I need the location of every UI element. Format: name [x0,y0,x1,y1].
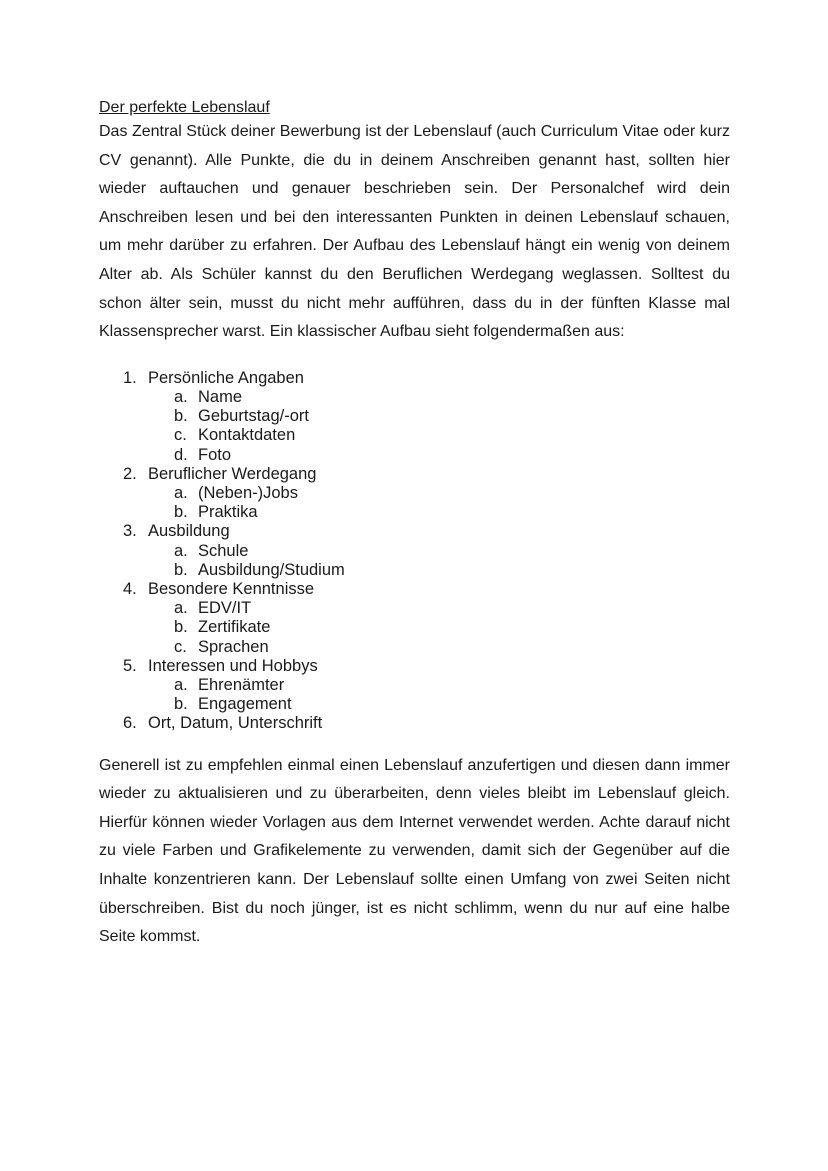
outline-subitem-label: Sprachen [198,637,269,656]
outline-sublist [99,388,730,465]
outline-item [99,369,730,465]
outline-subitem-label: Name [198,387,243,406]
outline-item-row [99,369,730,388]
outline-subitem-label: Zertifikate [198,618,271,637]
outline-subitem-letter: c. [174,426,187,445]
outline-subitem-letter: d. [174,445,188,464]
outline-subitem-label: Engagement [198,695,292,714]
outline-sublist [99,484,730,522]
outline-item-label: Beruflicher Werdegang [148,464,317,483]
outline-subitem [99,542,730,561]
outline-item-row [99,714,730,733]
outline-subitem [99,484,730,503]
outline-item-number: 2. [123,464,137,483]
outline-sublist [99,676,730,714]
resume-outline [99,369,730,734]
outline-subitem-label: Ehrenämter [198,676,285,694]
outline-item-number: 1. [123,368,137,387]
outline-item-label: Ort, Datum, Unterschrift [148,714,323,733]
outline-sublist [99,542,730,580]
outline-item [99,714,730,733]
outline-subitem-letter: b. [174,695,188,714]
outline-subitem-letter: a. [174,599,188,618]
outline-subitem-letter: c. [174,637,187,656]
outline-subitem-letter: b. [174,407,188,426]
outline-item-number: 3. [123,522,137,541]
outline-item-row [99,657,730,676]
outline-subitem-label: Foto [198,445,232,464]
outline-subitem [99,638,730,657]
outline-list [99,369,730,734]
outline-item [99,580,730,657]
outline-subitem [99,618,730,637]
outline-subitem [99,676,730,695]
outline-subitem [99,503,730,522]
outline-subitem-label: Ausbildung/Studium [198,560,345,579]
outline-subitem-letter: b. [174,503,188,522]
outline-subitem [99,407,730,426]
outline-item-label: Besondere Kenntnisse [148,579,315,598]
outline-subitem-letter: a. [174,483,188,502]
outline-item-row [99,522,730,541]
outline-item-label: Interessen und Hobbys [148,656,318,675]
outline-subitem-label: Kontaktdaten [198,426,296,445]
outline-subitem-label: (Neben-)Jobs [198,483,298,502]
outline-item-label: Ausbildung [148,522,230,541]
outline-subitem-letter: a. [174,676,188,694]
closing-paragraph: Generell ist zu empfehlen einmal einen Lebenslauf anzufertigen und diesen dann immer wieder zu aktualisieren und zu überarbeiten, denn vieles bleibt im Lebenslauf gleich. Hierfür können wieder Vorlagen aus dem Internet verwendet werden. Achte darauf nicht zu viele Farben und Grafikelemente zu verwenden, damit sich der Gegenüber auf die Inhalte konzentrieren kann. Der Lebenslauf sollte einen Umfang von zwei Seiten nicht überschreiben. Bist du noch jünger, ist es nicht schlimm, wenn du nur auf eine halbe Seite kommst. [99,756,730,946]
intro-paragraph: Das Zentral Stück deiner Bewerbung ist der Lebenslauf (auch Curriculum Vitae oder kurz CV genannt). Alle Punkte, die du in deinem Anschreiben genannt hast, sollten hier wieder auftauchen und genauer beschrieben sein. Der Personalchef wird dein Anschreiben lesen und bei den interessanten Punkten in deinen Lebenslauf schauen, um mehr darüber zu erfahren. Der Aufbau des Lebenslauf hängt ein wenig von deinem Alter ab. Als Schüler kannst du den Beruflichen Werdegang weglassen. Solltest du schon älter sein, musst du nicht mehr aufführen, dass du in der fünften Klasse mal Klassensprecher warst. Ein klassischer Aufbau sieht folgendermaßen aus: [99,123,730,341]
outline-item-number: 4. [123,579,137,598]
outline-subitem [99,695,730,714]
outline-sublist [99,599,730,657]
outline-subitem-label: Schule [198,541,249,560]
outline-subitem-label: Geburtstag/-ort [198,407,309,426]
outline-subitem-letter: a. [174,541,188,560]
outline-item-row [99,580,730,599]
document-body [99,98,730,952]
outline-subitem-label: Praktika [198,503,258,522]
outline-subitem-letter: b. [174,618,188,637]
outline-subitem-letter: a. [174,387,188,406]
outline-item [99,465,730,523]
outline-subitem-letter: b. [174,560,188,579]
outline-item-row [99,465,730,484]
document-title: Der perfekte Lebenslauf [99,99,270,116]
outline-subitem-label: EDV/IT [198,599,252,618]
outline-item-label: Persönliche Angaben [148,368,304,387]
outline-subitem [99,599,730,618]
outline-item-number: 5. [123,656,137,675]
outline-item [99,657,730,715]
outline-subitem [99,426,730,445]
outline-item-number: 6. [123,714,137,733]
outline-item [99,522,730,580]
outline-subitem [99,561,730,580]
outline-subitem [99,446,730,465]
outline-subitem [99,388,730,407]
